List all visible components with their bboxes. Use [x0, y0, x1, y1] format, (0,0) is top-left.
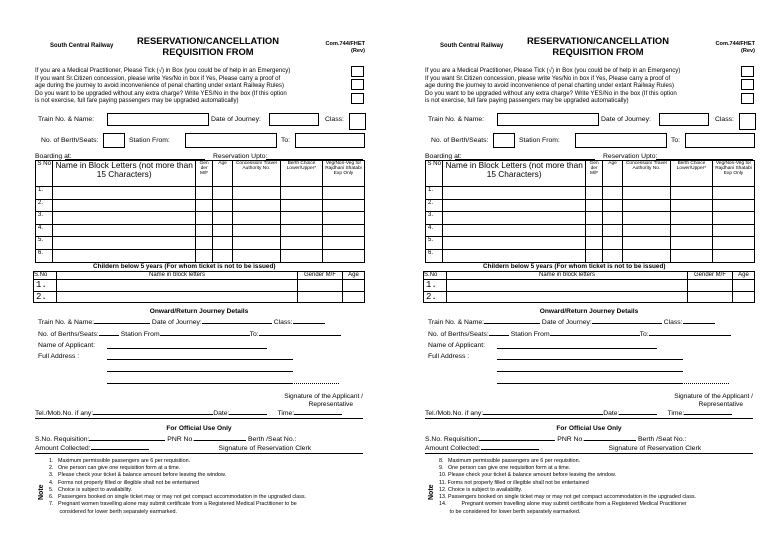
gender-header: Gen der M/F [195, 161, 212, 187]
tel-row: Tel./Mob.No. if any: Date: Time: [35, 408, 342, 418]
representative-caption: Representative [308, 400, 353, 408]
note-item: 2. One person can give one requisition form at a time. [49, 465, 181, 472]
full-address-label: Full Address : [428, 353, 470, 360]
passenger-cell[interactable] [232, 199, 280, 212]
requisition-form [423, 30, 755, 535]
child-cell[interactable] [447, 280, 688, 292]
return-berth-label: No. of Berths/Seats: Station From To: [428, 329, 731, 339]
passenger-cell[interactable] [443, 199, 585, 212]
train-no-input[interactable] [107, 113, 209, 126]
age-header: Age [603, 161, 622, 187]
passenger-cell[interactable] [603, 187, 622, 200]
passenger-cell[interactable] [712, 237, 754, 250]
veg-choice-header: Veg/Non-Veg for Rajdhani Shatabi Exp Only [322, 161, 364, 187]
note-item: 12. Choice is subject to availability. [439, 486, 523, 493]
address-line-3[interactable] [497, 383, 683, 384]
passenger-cell[interactable] [670, 187, 712, 200]
berth-choice-header: Berth Choice Lower/Upper* [670, 161, 712, 187]
passenger-cell[interactable] [443, 212, 585, 225]
note-item: 4. Forms not properly filled or illegible shall not be entertained [49, 479, 200, 486]
passenger-cell[interactable] [585, 237, 602, 250]
address-line-2[interactable] [107, 371, 293, 372]
passenger-cell[interactable] [213, 249, 232, 262]
passenger-row[interactable] [36, 249, 365, 262]
applicant-name-label: Name of Applicant: [38, 342, 96, 349]
passenger-cell[interactable] [443, 187, 585, 200]
child-cell[interactable] [298, 280, 343, 292]
passenger-cell[interactable] [712, 249, 754, 262]
railway-name: South Central Railway [440, 43, 504, 49]
passenger-cell[interactable] [622, 212, 670, 225]
no-of-berth-label: No. of Berth/Seats: [41, 137, 99, 144]
passenger-row-number: 1. [426, 187, 443, 200]
full-address-label: Full Address : [38, 353, 80, 360]
note-item: 9. One person can give one requisition form at a time. [439, 465, 571, 472]
note-item: 6. Passengers booked on single ticket may or may not get compact accommodation in the upgraded class. [49, 494, 307, 501]
passenger-cell[interactable] [213, 199, 232, 212]
child-cell[interactable] [57, 280, 298, 292]
official-use-title: For Official Use Only [556, 425, 622, 432]
passenger-cell[interactable] [443, 224, 585, 237]
passenger-cell[interactable] [232, 249, 280, 262]
passenger-cell[interactable] [712, 199, 754, 212]
note-item: 8. Maximum permissible passengers are 6 per requisition. [439, 458, 581, 464]
form-code-rev: (Rev) [741, 48, 755, 55]
child-name-header: Name in block letters [57, 272, 298, 280]
children-table [423, 271, 755, 303]
passenger-cell[interactable] [670, 249, 712, 262]
child-cell[interactable] [733, 280, 755, 292]
passenger-row-number: 4. [426, 224, 443, 237]
reservation-upto-label: Reservation Upto: [213, 153, 268, 160]
applicant-name-line[interactable] [497, 348, 657, 349]
official-use-title: For Official Use Only [166, 425, 232, 432]
form-code [701, 41, 755, 56]
to-input[interactable] [685, 133, 755, 148]
passenger-cell[interactable] [232, 224, 280, 237]
date-of-journey-label: Date of Journey: [211, 116, 261, 123]
address-line-1[interactable] [497, 359, 683, 360]
official-row-1: S.No. Requisition: PNR No. Berth /Seat No.: [35, 436, 297, 443]
date-of-journey-input[interactable] [269, 113, 319, 126]
return-journey-title: Onward/Return Journey Details [539, 308, 639, 315]
passenger-row[interactable] [426, 237, 755, 250]
boarding-at-label: Boarding at: [35, 153, 72, 160]
return-berth-label: No. of Berths/Seats: Station From To: [38, 329, 341, 339]
passenger-cell[interactable] [322, 187, 364, 200]
passenger-cell[interactable] [53, 212, 195, 225]
child-cell[interactable] [343, 291, 365, 303]
child-sno-header: S.No [424, 272, 447, 280]
child-row-number: 1. [424, 280, 447, 292]
requisition-form [33, 30, 365, 535]
name-header: Name in Block Letters (not more than 15 Characters) [443, 161, 585, 187]
passenger-cell[interactable] [53, 224, 195, 237]
return-journey-title: Onward/Return Journey Details [149, 308, 249, 315]
passenger-cell[interactable] [622, 224, 670, 237]
passenger-row[interactable] [36, 237, 365, 250]
form-title: RESERVATION/CANCELLATION REQUISITION FROM [526, 35, 669, 57]
passenger-row[interactable] [36, 224, 365, 237]
senior-citizen-box[interactable] [351, 79, 364, 90]
passenger-cell[interactable] [603, 237, 622, 250]
no-of-berth-input[interactable] [493, 133, 515, 148]
passenger-cell[interactable] [670, 237, 712, 250]
official-row-1: S.No. Requisition: PNR No. Berth /Seat No.: [425, 436, 687, 443]
note-item: 3. Please check your ticket & balance amount before leaving the window. [49, 472, 227, 479]
child-cell[interactable] [688, 280, 733, 292]
notes-label: Note [38, 484, 45, 500]
address-line-3[interactable] [107, 383, 293, 384]
signature-line[interactable] [659, 383, 729, 384]
passenger-cell[interactable] [232, 237, 280, 250]
passenger-row-number: 5. [426, 237, 443, 250]
senior-citizen-question: If you want Sr.Citizen concession, please write Yes/No in box if Yes, Please carry a proof of [425, 74, 671, 82]
passenger-cell[interactable] [603, 249, 622, 262]
passenger-cell[interactable] [322, 212, 364, 225]
train-no-label: Train No. & Name: [428, 116, 485, 123]
passenger-row-number: 6. [426, 249, 443, 262]
age-header: Age [213, 161, 232, 187]
passenger-cell[interactable] [280, 187, 322, 200]
children-table [33, 271, 365, 303]
passenger-cell[interactable] [622, 199, 670, 212]
child-row-number: 2. [424, 291, 447, 303]
form-code-rev: (Rev) [351, 48, 365, 55]
address-line-2[interactable] [497, 371, 683, 372]
passenger-cell[interactable] [670, 212, 712, 225]
passenger-cell[interactable] [712, 224, 754, 237]
passenger-cell[interactable] [232, 187, 280, 200]
child-age-header: Age [733, 272, 755, 280]
senior-citizen-question-cont: age during the journey to avoid inconvenience of penal charting under extant Railway Rules) [35, 82, 284, 89]
to-label: To: [671, 137, 681, 144]
passenger-cell[interactable] [712, 212, 754, 225]
child-cell[interactable] [298, 291, 343, 303]
divider [35, 453, 363, 454]
representative-caption: Representative [698, 400, 743, 408]
note-item: 14. Pregnant women travelling alone may submit certificate from a Registered Medical Practitioner [439, 501, 687, 508]
notes-label: Note [428, 484, 435, 500]
train-no-input[interactable] [497, 113, 599, 126]
passenger-cell[interactable] [53, 237, 195, 250]
passenger-row-number: 6. [36, 249, 53, 262]
concession-header: Concession/ Travel Authority No. [232, 161, 280, 187]
passenger-cell[interactable] [670, 224, 712, 237]
passenger-cell[interactable] [53, 249, 195, 262]
passenger-cell[interactable] [585, 212, 602, 225]
no-of-berth-label: No. of Berth/Seats: [431, 137, 489, 144]
official-row-2: Amount Collected: Signature of Reservation Clerk [35, 445, 312, 452]
veg-choice-header: Veg/Non-Veg for Rajdhani Shatabi Exp Only [712, 161, 754, 187]
passenger-cell[interactable] [213, 237, 232, 250]
passenger-cell[interactable] [585, 249, 602, 262]
passenger-table [425, 160, 755, 263]
notes-list [49, 458, 365, 516]
no-of-berth-input[interactable] [103, 133, 125, 148]
child-gender-header: Gender M/F [688, 272, 733, 280]
sno-header: S No [426, 161, 443, 187]
passenger-cell[interactable] [195, 237, 212, 250]
passenger-cell[interactable] [195, 224, 212, 237]
train-no-label: Train No. & Name: [38, 116, 95, 123]
gender-header: Gen der M/F [585, 161, 602, 187]
passenger-cell[interactable] [280, 212, 322, 225]
passenger-row-number: 3. [36, 212, 53, 225]
form-title: RESERVATION/CANCELLATION REQUISITION FROM [136, 35, 279, 57]
passenger-cell[interactable] [280, 199, 322, 212]
note-item: considered for lower berth separately earmarked. [49, 508, 177, 515]
passenger-row[interactable] [426, 224, 755, 237]
medical-checkbox[interactable] [741, 66, 754, 77]
passenger-cell[interactable] [232, 212, 280, 225]
children-table-title: Childern below 5 years (For whom ticket is not to be issued) [483, 263, 666, 270]
passenger-cell[interactable] [213, 224, 232, 237]
divider [425, 418, 753, 419]
station-from-input[interactable] [575, 133, 667, 148]
form-code-number: Com.744/FHET [715, 41, 755, 47]
medical-question: If you are a Medical Practitioner, Please Tick (√) in Box (you could be of help in an Emergency) [35, 67, 291, 74]
passenger-cell[interactable] [322, 199, 364, 212]
passenger-table [35, 160, 365, 263]
notes-list [439, 458, 755, 516]
passenger-row-number: 2. [426, 199, 443, 212]
passenger-cell[interactable] [280, 224, 322, 237]
passenger-row[interactable] [426, 212, 755, 225]
passenger-cell[interactable] [322, 237, 364, 250]
passenger-row-number: 5. [36, 237, 53, 250]
passenger-row[interactable] [36, 212, 365, 225]
passenger-cell[interactable] [53, 199, 195, 212]
passenger-row-number: 3. [426, 212, 443, 225]
divider [425, 453, 753, 454]
passenger-cell[interactable] [280, 237, 322, 250]
boarding-at-label: Boarding at: [425, 153, 462, 160]
passenger-cell[interactable] [280, 249, 322, 262]
station-from-input[interactable] [185, 133, 277, 148]
child-sno-header: S.No [34, 272, 57, 280]
passenger-cell[interactable] [195, 212, 212, 225]
passenger-cell[interactable] [443, 237, 585, 250]
child-row[interactable] [424, 291, 755, 303]
concession-header: Concession/ Travel Authority No. [622, 161, 670, 187]
return-train-label: Train No. & Name: Date of Journey: Class: [428, 317, 715, 327]
child-cell[interactable] [733, 291, 755, 303]
child-gender-header: Gender M/F [298, 272, 343, 280]
note-item: 7. Pregnant women travelling alone may submit certificate from a Registered Medical Practitioner to be [49, 501, 297, 508]
signature-caption: Signature of the Applicant / [674, 393, 753, 400]
applicant-signature [263, 393, 363, 409]
child-name-header: Name in block letters [447, 272, 688, 280]
signature-caption: Signature of the Applicant / [284, 393, 363, 400]
passenger-cell[interactable] [213, 187, 232, 200]
medical-checkbox[interactable] [351, 66, 364, 77]
official-row-2: Amount Collected: Signature of Reservation Clerk [425, 445, 702, 452]
signature-line[interactable] [269, 383, 339, 384]
upgrade-question: Do you want to be upgraded without any extra charge? Write YES/No in the box (If this option [35, 89, 287, 97]
form-code-number: Com.744/FHET [325, 41, 365, 47]
senior-citizen-box[interactable] [741, 79, 754, 90]
note-item: 1. Maximum permissible passengers are 6 per requisition. [49, 458, 191, 464]
address-line-1[interactable] [107, 359, 293, 360]
passenger-row[interactable] [426, 199, 755, 212]
date-of-journey-input[interactable] [659, 113, 709, 126]
passenger-cell[interactable] [603, 212, 622, 225]
date-of-journey-label: Date of Journey: [601, 116, 651, 123]
passenger-cell[interactable] [585, 199, 602, 212]
tel-row: Tel./Mob.No. if any: Date: Time: [425, 408, 732, 418]
passenger-cell[interactable] [322, 224, 364, 237]
upgrade-question: Do you want to be upgraded without any extra charge? Write YES/No in the box (If this option [425, 89, 677, 97]
passenger-cell[interactable] [622, 237, 670, 250]
child-age-header: Age [343, 272, 365, 280]
note-item: 13. Passengers booked on single ticket may or may not get compact accommodation in the upgraded class. [439, 494, 697, 501]
note-item: to be considered for lower berth separately earmarked. [439, 508, 581, 515]
child-cell[interactable] [447, 291, 688, 303]
note-item: 10. Please check your ticket & balance amount before leaving the window. [439, 472, 617, 479]
child-row-number: 2. [34, 291, 57, 303]
form-code [311, 41, 365, 56]
applicant-name-line[interactable] [107, 348, 267, 349]
sno-header: S No [36, 161, 53, 187]
child-cell[interactable] [343, 280, 365, 292]
upgrade-box[interactable] [351, 93, 364, 104]
passenger-cell[interactable] [603, 199, 622, 212]
railway-name: South Central Railway [50, 43, 114, 49]
senior-citizen-question: If you want Sr.Citizen concession, please write Yes/No in box if Yes, Please carry a proof of [35, 74, 281, 82]
passenger-cell[interactable] [195, 199, 212, 212]
passenger-cell[interactable] [603, 224, 622, 237]
passenger-cell[interactable] [670, 199, 712, 212]
child-cell[interactable] [57, 291, 298, 303]
passenger-cell[interactable] [585, 224, 602, 237]
upgrade-question-cont: is not exercise, full fare paying passengers may be upgraded automatically) [425, 97, 629, 104]
medical-question: If you are a Medical Practitioner, Please Tick (√) in Box (you could be of help in an Emergency) [425, 67, 681, 74]
reservation-upto-label: Reservation Upto: [603, 153, 658, 160]
class-label: Class: [325, 116, 344, 123]
note-item: 11. Forms not properly filled or illegible shall not be entertained [439, 479, 589, 486]
passenger-cell[interactable] [622, 249, 670, 262]
passenger-row[interactable] [36, 187, 365, 200]
child-row[interactable] [34, 291, 365, 303]
senior-citizen-question-cont: age during the journey to avoid inconvenience of penal charting under extant Railway Rules) [425, 82, 674, 89]
child-row[interactable] [34, 280, 365, 292]
passenger-cell[interactable] [195, 187, 212, 200]
passenger-row[interactable] [426, 249, 755, 262]
station-from-label: Station From: [519, 137, 560, 144]
child-cell[interactable] [688, 291, 733, 303]
passenger-cell[interactable] [53, 187, 195, 200]
children-table-title: Childern below 5 years (For whom ticket is not to be issued) [93, 263, 276, 270]
station-from-label: Station From: [129, 137, 170, 144]
passenger-cell[interactable] [195, 249, 212, 262]
child-row[interactable] [424, 280, 755, 292]
passenger-row[interactable] [426, 187, 755, 200]
name-header: Name in Block Letters (not more than 15 Characters) [53, 161, 195, 187]
upgrade-box[interactable] [741, 93, 754, 104]
class-label: Class: [715, 116, 734, 123]
passenger-cell[interactable] [443, 249, 585, 262]
class-input[interactable] [349, 113, 366, 130]
note-item: 5. Choice is subject to availability. [49, 486, 133, 493]
berth-choice-header: Berth Choice Lower/Upper* [280, 161, 322, 187]
child-row-number: 1. [34, 280, 57, 292]
passenger-cell[interactable] [622, 187, 670, 200]
applicant-signature [653, 393, 753, 409]
passenger-row[interactable] [36, 199, 365, 212]
class-input[interactable] [739, 113, 756, 130]
passenger-cell[interactable] [322, 249, 364, 262]
divider [35, 418, 363, 419]
applicant-name-label: Name of Applicant: [428, 342, 486, 349]
passenger-row-number: 2. [36, 199, 53, 212]
passenger-cell[interactable] [712, 187, 754, 200]
passenger-cell[interactable] [585, 187, 602, 200]
passenger-row-number: 4. [36, 224, 53, 237]
upgrade-question-cont: is not exercise, full fare paying passengers may be upgraded automatically) [35, 97, 239, 104]
passenger-cell[interactable] [213, 212, 232, 225]
return-train-label: Train No. & Name: Date of Journey: Class: [38, 317, 325, 327]
passenger-row-number: 1. [36, 187, 53, 200]
to-label: To: [281, 137, 291, 144]
to-input[interactable] [295, 133, 365, 148]
